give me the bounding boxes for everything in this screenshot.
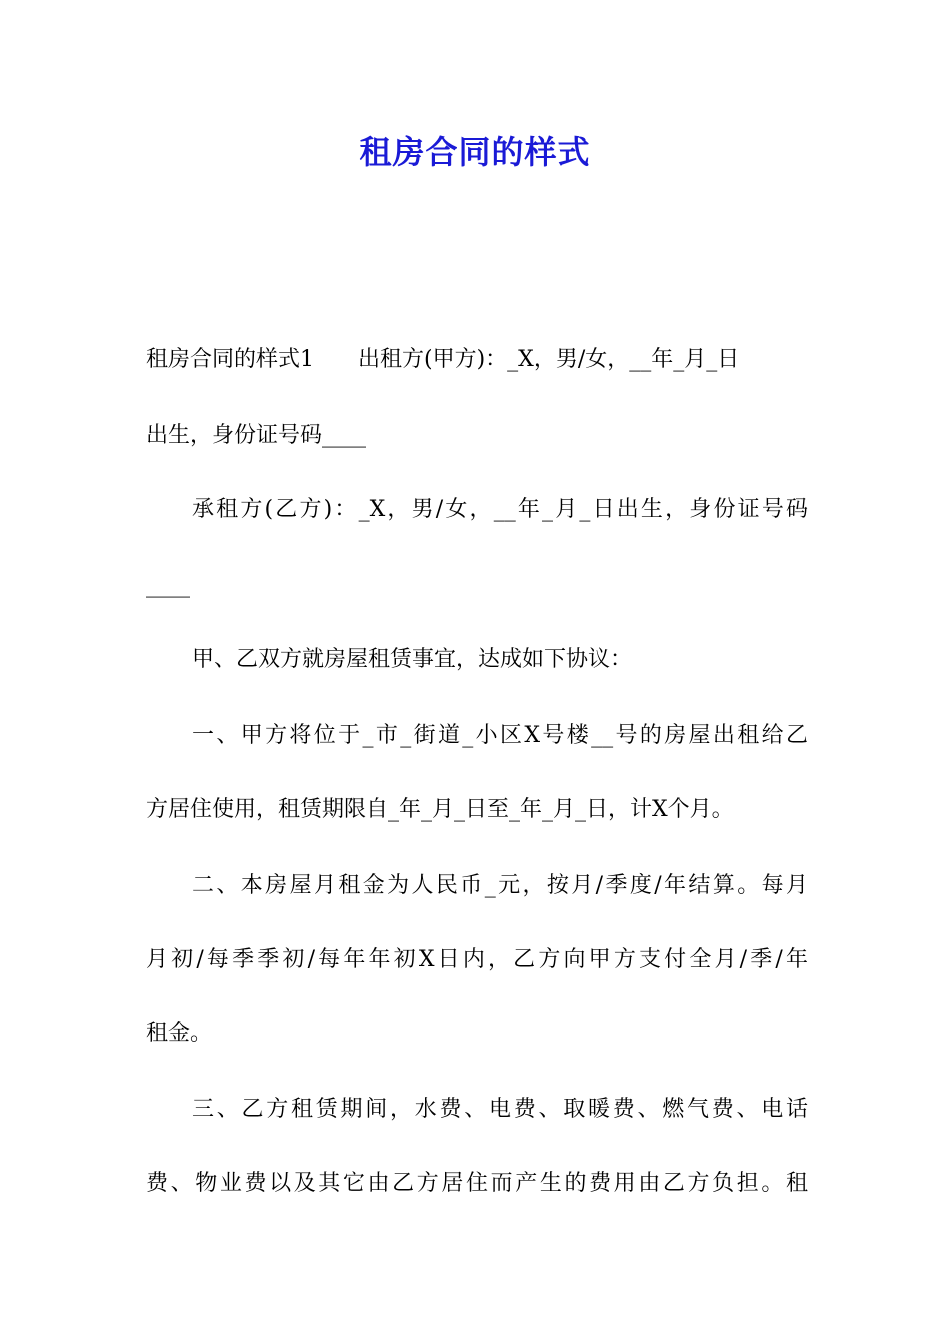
document-title: 租房合同的样式 [359, 133, 591, 171]
paragraph-line-2: 出生，身份证号码____ [146, 423, 367, 448]
paragraph-line-3: 承租方(乙方)：_X，男/女，__年_月_日出生，身份证号码 [192, 497, 808, 522]
paragraph-line-1 [146, 344, 808, 376]
lessor-info-start: 出租方(甲方)：_X，男/女，__年_月_日 [358, 347, 740, 372]
paragraph-line-10: 租金。 [146, 1021, 213, 1046]
section-label: 租房合同的样式1 [146, 347, 314, 372]
paragraph-line-7: 方居住使用，租赁期限自_年_月_日至_年_月_日，计X个月。 [146, 797, 734, 822]
paragraph-line-8: 二、本房屋月租金为人民币_元，按月/季度/年结算。每月 [192, 873, 808, 898]
paragraph-line-11: 三、乙方租赁期间，水费、电费、取暖费、燃气费、电话 [192, 1097, 808, 1122]
paragraph-line-9: 月初/每季季初/每年年初X日内，乙方向甲方支付全月/季/年 [146, 947, 808, 972]
paragraph-line-4: ____ [146, 573, 190, 598]
paragraph-line-12: 费、物业费以及其它由乙方居住而产生的费用由乙方负担。租 [146, 1171, 808, 1196]
paragraph-line-6: 一、甲方将位于_市_街道_小区X号楼__号的房屋出租给乙 [192, 723, 808, 748]
paragraph-line-5: 甲、乙双方就房屋租赁事宜，达成如下协议： [192, 647, 633, 672]
